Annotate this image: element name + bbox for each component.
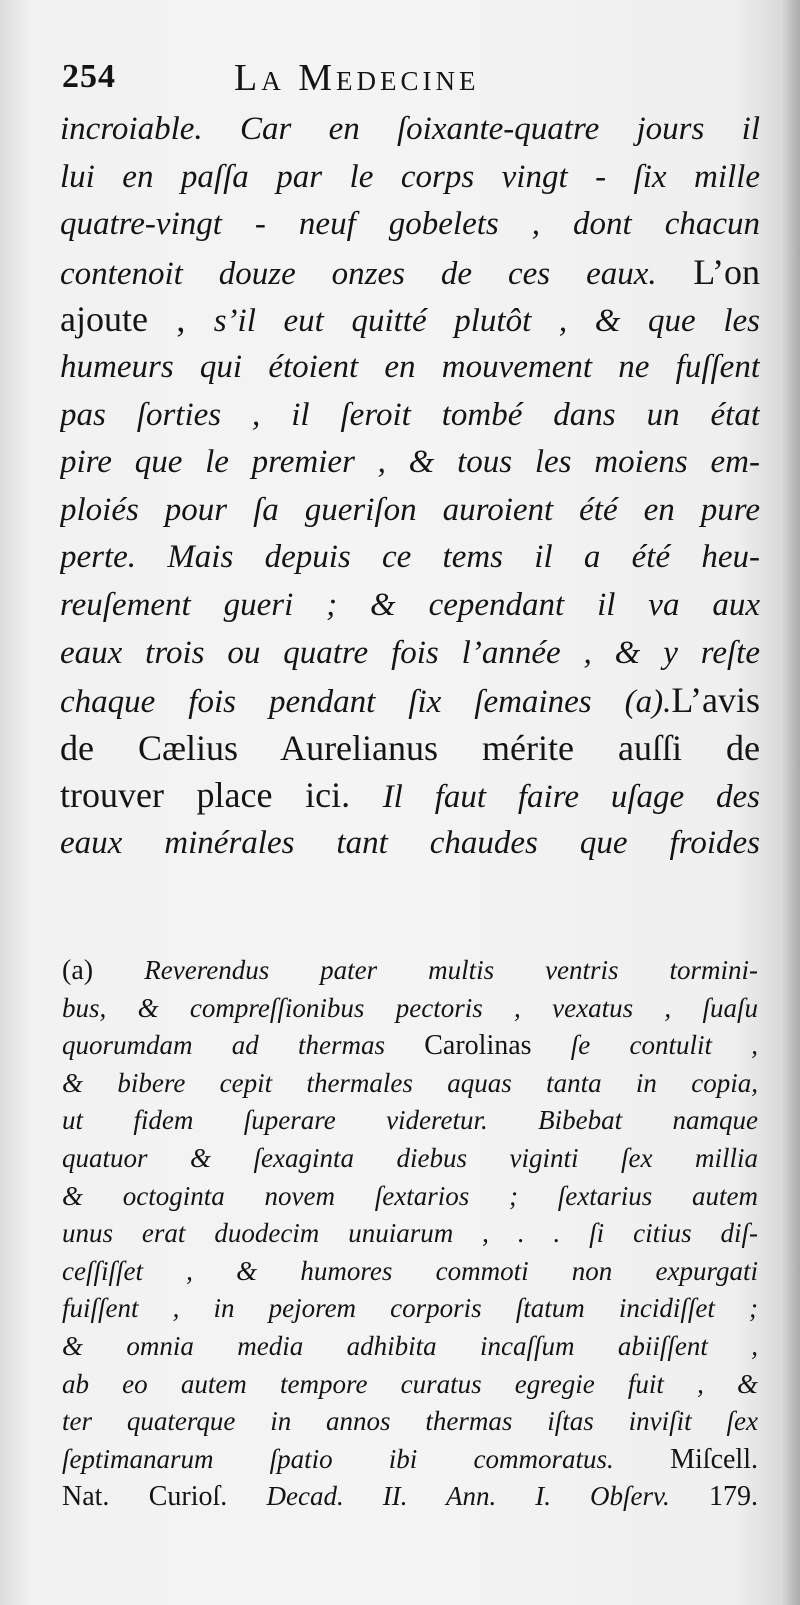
page-number: 254	[62, 58, 116, 95]
text-line: ajoute , s’il eut quitté plutôt , & que les	[60, 299, 760, 340]
footnote-line: ter quaterque in annos thermas iſtas inviſit ſex	[62, 1406, 758, 1437]
text-line: lui en paſſa par le corps vingt - ſix mille	[60, 158, 760, 195]
footnote-line: & bibere cepit thermales aquas tanta in copia,	[62, 1067, 758, 1098]
footnote-line: ſeptimanarum ſpatio ibi commoratus. Miſcell.	[62, 1443, 758, 1475]
footnote-line: (a) Reverendus pater multis ventris tormini-	[62, 955, 758, 986]
footnote-line: fuiſſent , in pejorem corporis ſtatum incidiſſet ;	[62, 1293, 758, 1324]
text-line: ploiés pour ſa gueriſon auroient été en pure	[60, 491, 760, 528]
running-title: La Medecine	[234, 57, 480, 99]
text-line: perte. Mais depuis ce tems il a été heu-	[60, 539, 760, 576]
footnote-line: ut fidem ſuperare videretur. Bibebat namque	[62, 1105, 758, 1136]
text-line: chaque fois pendant ſix ſemaines (a).L’avis	[60, 680, 760, 721]
footnote-line: ceſſiſſet , & humores commoti non expurgati	[62, 1255, 758, 1286]
footnote	[62, 952, 758, 1516]
footnote-line: & omnia media adhibita incaſſum abiiſſent ,	[62, 1330, 758, 1361]
footnote-line: unus erat duodecim unuiarum , . . ſi citius diſ-	[62, 1218, 758, 1249]
footnote-line: ab eo autem tempore curatus egregie fuit , &	[62, 1368, 758, 1399]
text-line: eaux trois ou quatre fois l’année , & y reſte	[60, 634, 760, 671]
page-header	[62, 52, 762, 100]
main-text	[60, 106, 760, 868]
text-line: pas ſorties , il ſeroit tombé dans un état	[60, 396, 760, 433]
text-line: pire que le premier , & tous les moiens em-	[60, 444, 760, 481]
footnote-line: bus, & compreſſionibus pectoris , vexatus , ſuaſu	[62, 992, 758, 1023]
text-line: trouver place ici. Il faut faire uſage des	[60, 775, 760, 816]
footnote-line: quatuor & ſexaginta diebus viginti ſex millia	[62, 1142, 758, 1173]
page-gutter-shadow	[782, 0, 800, 1605]
text-line: quatre-vingt - neuf gobelets , dont chacun	[60, 206, 760, 243]
text-line: de Cælius Aurelianus mérite auſſi de	[60, 727, 760, 768]
text-line: incroiable. Car en ſoixante-quatre jours il	[60, 111, 760, 147]
text-line: humeurs qui étoient en mouvement ne fuſſent	[60, 348, 760, 385]
footnote-line: & octoginta novem ſextarios ; ſextarius autem	[62, 1180, 758, 1211]
footnote-line: Nat. Curioſ. Decad. II. Ann. I. Obſerv. 179.	[62, 1481, 758, 1513]
text-line: contenoit douze onzes de ces eaux. L’on	[60, 251, 760, 292]
footnote-line: quorumdam ad thermas Carolinas ſe contulit ,	[62, 1030, 758, 1062]
text-line: reuſement gueri ; & cependant il va aux	[60, 586, 760, 623]
text-line: eaux minérales tant chaudes que froides	[60, 824, 760, 861]
